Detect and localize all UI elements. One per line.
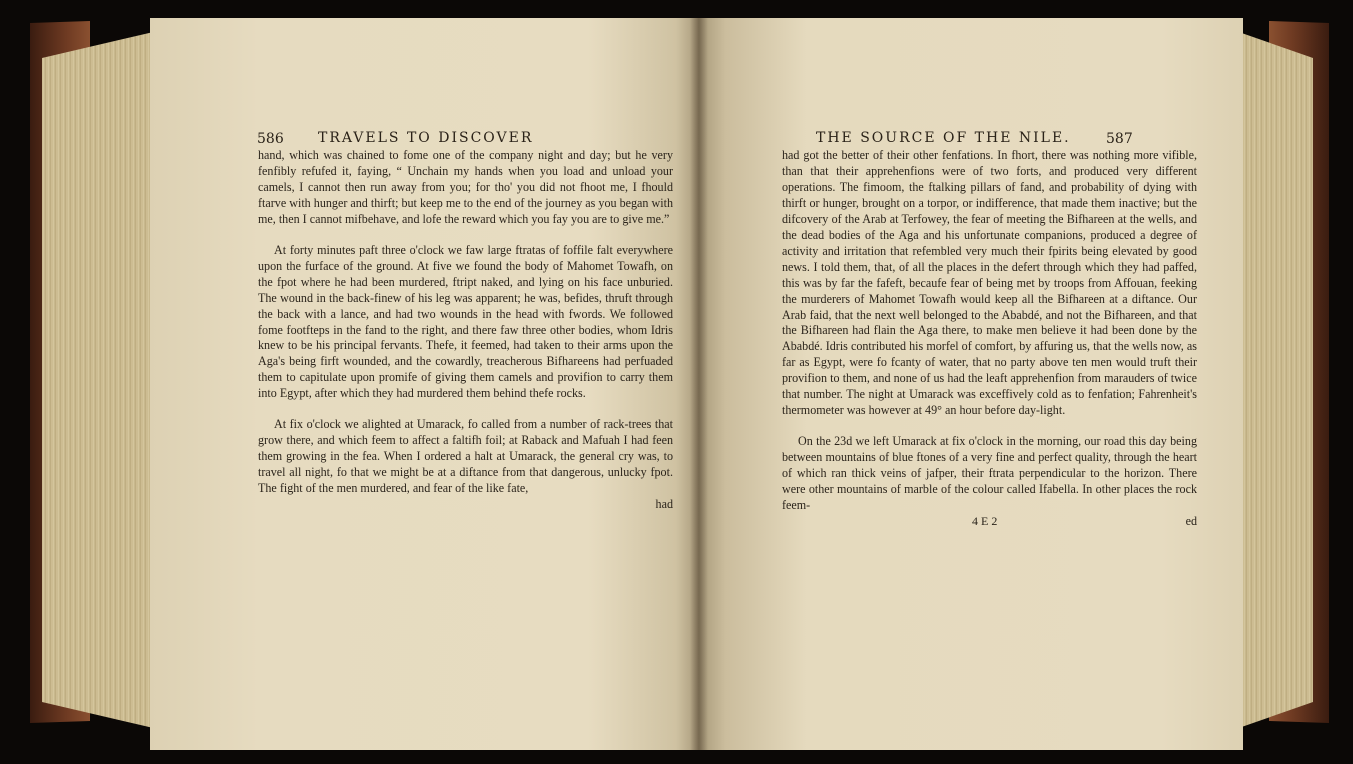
right-catchword: ed [1185, 513, 1197, 528]
left-paragraph-2: At forty minutes paft three o'clock we faw large ftratas of foffile falt everywhere upon the furface of the ground. At five we found the body of Mahomet Towafh, on the fpot where he had been murdered, ftript naked, and lying on his face unburied. The wound in the back-finew of his leg was apparent; he was, befides, thruft through the back with a lance, and had two wounds in the head with fwords. We followed fome footfteps in the fand to the right, and there faw three other bodies, whom Idris knew to be his principal fervants. Thefe, it feemed, had taken to their arms upon the Aga's being firft wounded, and the cowardly, treacherous Bifhareens had perfuaded them to capitulate upon promife of giving them camels and provifion to carry them into Egypt, after which they had murdered them behind thefe rocks. [258, 242, 673, 401]
right-running-head: THE SOURCE OF THE NILE. [816, 130, 1071, 146]
page-edges-right [1233, 30, 1313, 730]
left-catchword: had [655, 497, 673, 512]
left-text-block [258, 148, 673, 513]
left-page [150, 18, 698, 750]
right-footer-line [782, 514, 1197, 530]
right-signature-mark: 4 E 2 [972, 513, 998, 528]
left-page-number: 586 [257, 131, 284, 147]
page-edges-left [42, 30, 162, 730]
right-page [698, 18, 1243, 750]
left-paragraph-1: hand, which was chained to fome one of the company night and day; but he very fenfibly refufed it, faying, “ Unchain my hands when you load and unload your camels, I cannot then run away from you; for tho' you did not fhoot me, I fhould ftarve with hunger and thirft; but keep me to the end of the journey as you began with me, then I cannot mifbehave, and lofe the reward which you fay you are to give me.” [258, 148, 673, 226]
right-paragraph-1: had got the better of their other fenfations. In fhort, there was nothing more vifible, than that their apprehenfions were of two forts, and produced very different operations. The fimoom, the ftalking pillars of fand, and probability of dying with thirft or hunger, brought on a torpor, or indifference, that made them inactive; but the difcovery of the Arab at Terfowey, the fear of meeting the Bifhareen at the wells, and the dead bodies of the Aga and his unfortunate companions, produced a degree of activity and irritation that refembled very much their fpirits being elevated by good news. I told them, that, of all the places in the defert through which they had paffed, this was by far the fafeft, becaufe fear of being met by troops from Affouan, feeking the murderers of Mahomet Towafh would keep all the Bifhareen at a diftance. Our Arab faid, that the next well belonged to the Ababdé, and not the Bifhareen, and that the Bifhareen had flain the Aga there, to make men believe it had been done by the Ababdé. Idris contributed his morfel of comfort, by affuring us, that the wells now, as far as Egypt, were fo fcanty of water, that no party above ten men would truft their provifion to them, and none of us had the leaft apprehenfion from marauders of twice that number. The night at Umarack was exceffively cold as to fenfation; Fahrenheit's thermometer was however at 49° an hour before day-light. [782, 148, 1197, 418]
left-running-head: TRAVELS TO DISCOVER [318, 130, 534, 146]
right-text-block [782, 148, 1197, 530]
left-paragraph-3: At fix o'clock we alighted at Umarack, fo called from a number of rack-trees that grow there, and which feem to affect a faltifh foil; at Raback and Mafuah I had feen them growing in the fea. When I ordered a halt at Umarack, the general cry was, to travel all night, fo that we might be at a diftance from that dangerous, unlucky fpot. The fight of the men murdered, and fear of the like fate, [258, 417, 673, 496]
book-gutter-shadow [690, 18, 708, 750]
right-page-number: 587 [1106, 131, 1133, 147]
right-paragraph-2: On the 23d we left Umarack at fix o'clock in the morning, our road this day being between mountains of blue ftones of a very fine and perfect quality, through the heart of which ran thick veins of jafper, their ftrata perpendicular to the horizon. There were other mountains of marble of the colour called Ifabella. In other places the rock feem- [782, 434, 1197, 513]
